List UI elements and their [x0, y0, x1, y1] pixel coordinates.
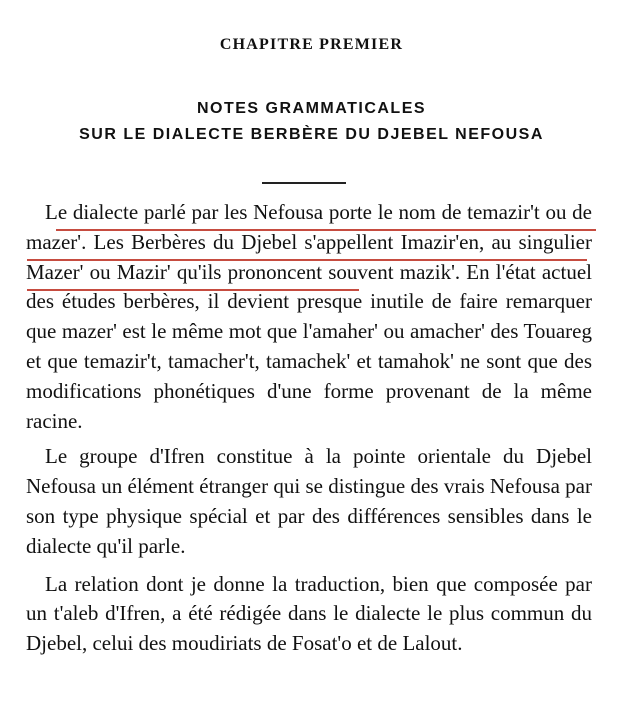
paragraph-3: La relation dont je donne la traduction, bien que composée par un t'aleb d'Ifren, a été rédigée dans le dialecte le plus commun du Djebel, celui des moudiriats de Fosat'o et de Lalout.: [26, 571, 592, 656]
title-rule: [262, 182, 346, 184]
notes-title: [0, 96, 623, 148]
title-line-2: SUR LE DIALECTE BERBÈRE DU DJEBEL NEFOUSA: [79, 126, 544, 143]
chapter-heading: CHAPITRE PREMIER: [219, 36, 404, 53]
paragraph-2: Le groupe d'Ifren constitue à la pointe orientale du Djebel Nefousa un élément étranger qui se distingue des vrais Nefousa par son type physique spécial et par des différences sensibles dans le dialecte qu'il parle.: [26, 444, 592, 558]
body-text: [26, 198, 592, 663]
title-line-1: NOTES GRAMMATICALES: [196, 100, 427, 117]
paragraph-1: Le dialecte parlé par les Nefousa porte le nom de temazir't ou de mazer'. Les Berbères du Djebel s'appellent Imazir'en, au singulier Mazer' ou Mazir' qu'ils prononcent souvent mazik'. En l'état actuel des études berbères, il devient presque inutile de faire remarquer que mazer' est le même mot que l'amaher' ou amacher' des Touareg et que temazir't, tamacher't, tamachek' et tamahok' ne sont que des modifications phonétiques d'une forme provenant de la même racine.: [26, 200, 592, 433]
